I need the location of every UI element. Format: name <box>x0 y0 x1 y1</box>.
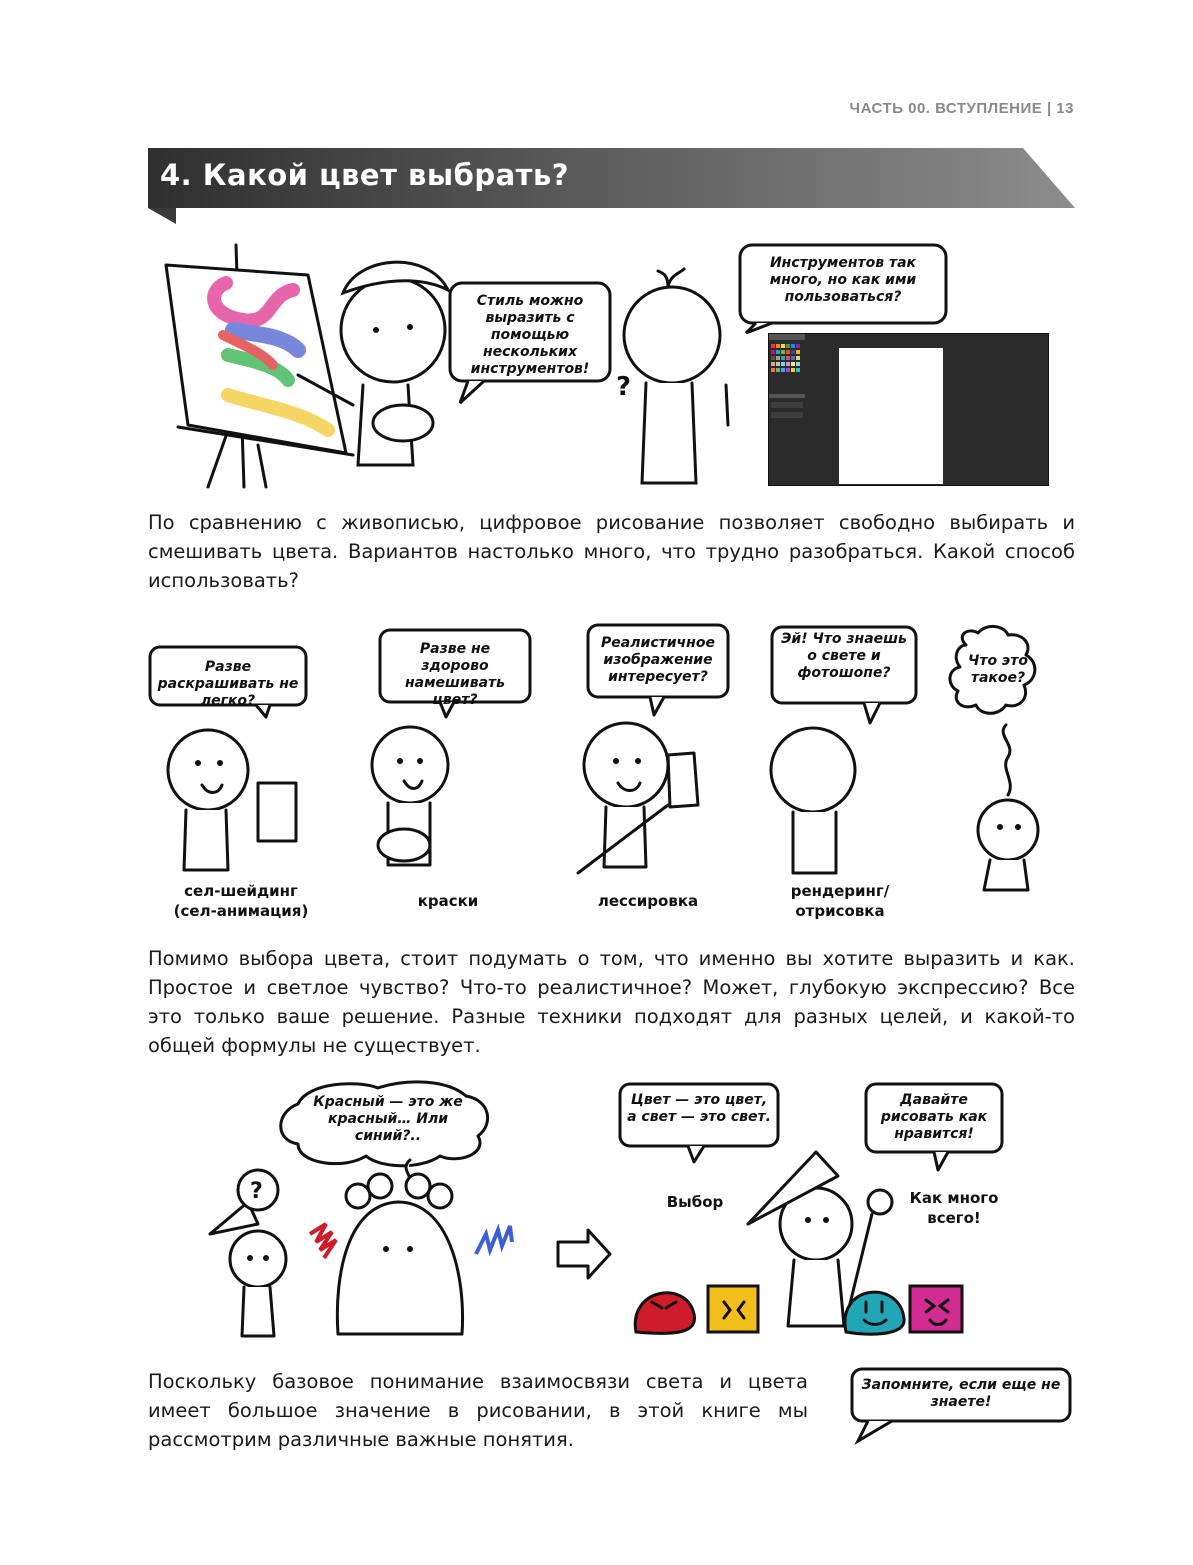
question-mark: ? <box>616 372 632 402</box>
fun-bubble: Давайте рисовать как нравится! <box>880 1092 988 1142</box>
photoshop-screenshot <box>768 333 1049 486</box>
bubble-paints: Разве не здорово намешивать цвет? <box>404 641 505 708</box>
label-choice: Выбор <box>666 1193 724 1211</box>
painter-bubble: Стиль можно выразить с помощью нескольких инструментов! <box>470 293 590 377</box>
bubble-what-is-this: Что это такое? <box>968 653 1028 686</box>
document-canvas <box>839 348 943 484</box>
caption-paints: краски <box>417 892 479 910</box>
section-title: 4. Какой цвет выбрать? <box>160 158 570 192</box>
girl-question-mark: ? <box>250 1179 263 1204</box>
caption-glazing: лессировка <box>597 892 699 910</box>
paragraph-intro: По сравнению с живописью, цифровое рисование позволяет свободно выбирать и смешивать цвета. Вариантов настолько много, что трудно разобраться. Какой способ использовать? <box>148 511 1075 592</box>
swatch-panel <box>769 334 805 444</box>
label-so-many: Как много всего! <box>909 1189 999 1227</box>
note-bubble <box>848 1365 1076 1449</box>
sprout-bubble: Инструментов так много, но как ими пользоваться? <box>769 255 917 305</box>
illustration-panel-techniques <box>148 605 1075 930</box>
monster-bubble: Красный — это же красный… Или синий?.. <box>313 1094 463 1144</box>
caption-rendering: рендеринг/ отрисовка <box>790 882 890 920</box>
wizard-bubble: Цвет — это цвет, а свет — это свет. <box>627 1092 771 1125</box>
paragraph-conclusion: Поскольку базовое понимание взаимосвязи света и цвета имеет большое значение в рисовании, в этой книге мы рассмотрим различные важные понятия. <box>148 1370 808 1451</box>
illustration-panel-choice <box>148 1074 1075 1349</box>
bubble-cel-shading: Разве раскрашивать не легко? <box>157 659 299 709</box>
caption-cel-shading: сел-шейдинг (сел-анимация) <box>173 882 309 920</box>
bubble-glazing: Реалистичное изображение интересует? <box>601 635 715 685</box>
running-head: ЧАСТЬ 00. ВСТУПЛЕНИЕ | 13 <box>849 100 1074 117</box>
bubble-rendering: Эй! Что знаешь о свете и фотошопе? <box>781 631 907 681</box>
illustration-panel-tools <box>148 235 1075 493</box>
note-text: Запомните, если еще не знаете! <box>861 1377 1061 1410</box>
paragraph-expression: Помимо выбора цвета, стоит подумать о том, что именно вы хотите выразить и как. Простое и светлое чувство? Что-то реалистичное? Может, глубокую экспрессию? Все это только ваше решение. Разные техники подходят для разных целей, и какой-то общей формулы не существует. <box>148 947 1075 1057</box>
